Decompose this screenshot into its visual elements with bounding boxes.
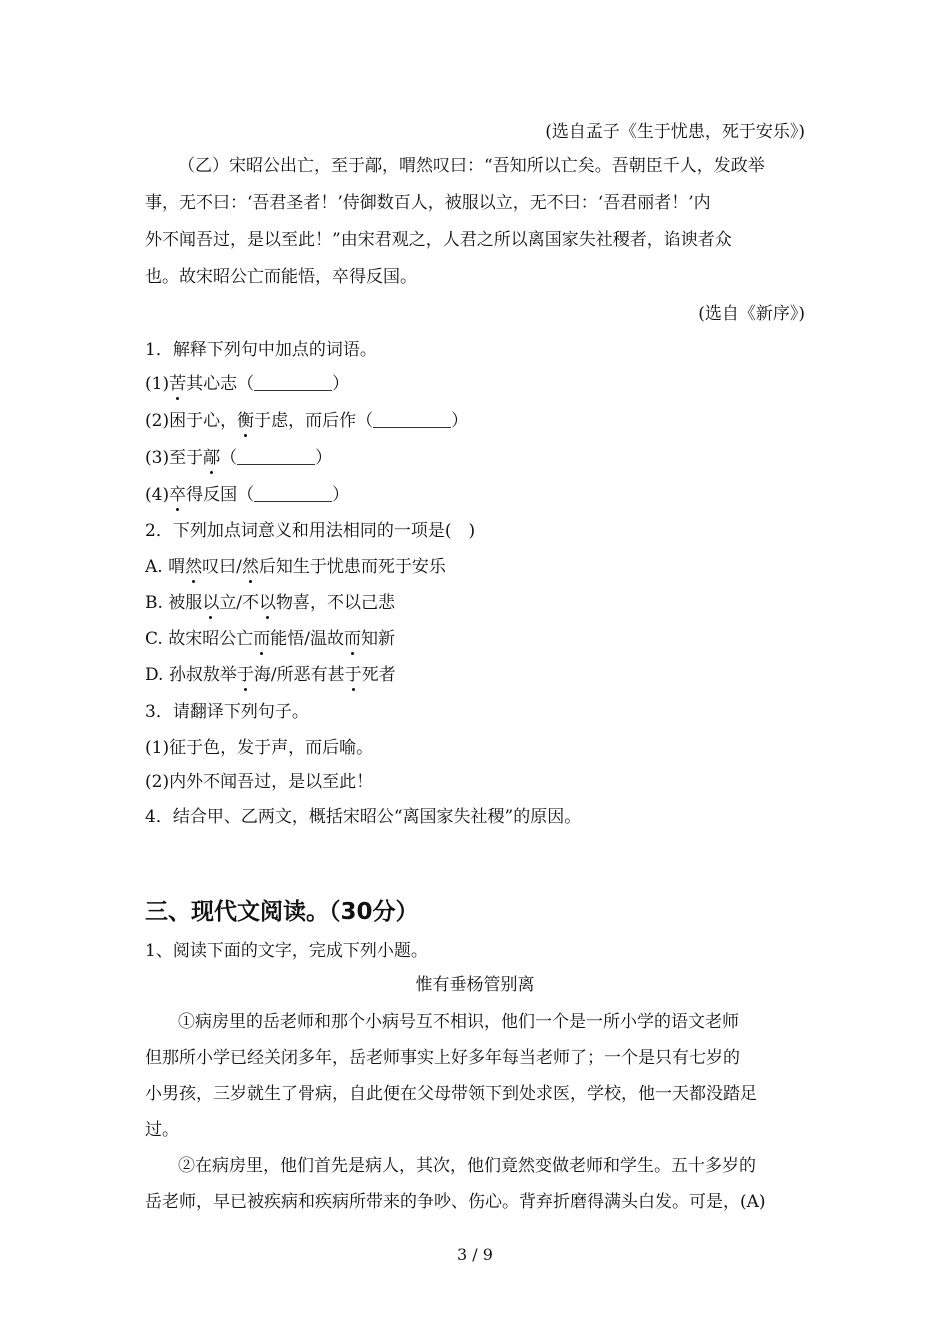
q3-stem: 3．请翻译下列句子。 — [145, 702, 309, 722]
q2-option-c: C. 故宋昭公亡而能悟/温故而知新 — [145, 629, 395, 649]
paragraph-1-line-1: ①病房里的岳老师和那个小病号互不相识，他们一个是一所小学的语文老师 — [178, 1012, 739, 1032]
q2-option-b: B. 被服以立/不以物喜，不以己悲 — [145, 593, 396, 613]
q4-stem: 4．结合甲、乙两文，概括宋昭公“离国家失社稷”的原因。 — [145, 807, 582, 827]
paragraph-1-line-2: 但那所小学已经关闭多年，岳老师事实上好多年每当老师了；一个是只有七岁的 — [145, 1048, 740, 1068]
section-3-heading: 三、现代文阅读。（30分） — [145, 899, 419, 925]
q3-sentence-1: (1)征于色，发于声，而后喻。 — [145, 738, 374, 758]
q1-item-1: (1)苦其心志（ ） — [145, 374, 350, 394]
answer-blank[interactable] — [373, 411, 451, 428]
passage-yi-line-1: （乙）宋昭公出亡，至于鄗，喟然叹曰：“吾知所以亡矣。吾朝臣千人，发政举 — [178, 156, 765, 176]
dotted-word: 以 — [259, 593, 277, 613]
answer-blank[interactable] — [254, 374, 332, 391]
paragraph-2-line-2: 岳老师，早已被疾病和疾病所带来的争吵、伤心。背弃折磨得满头白发。可是，(A) — [145, 1192, 766, 1212]
dotted-word: 然 — [185, 557, 203, 577]
q2-option-a: A. 喟然叹曰/然后知生于忧患而死于安乐 — [145, 557, 446, 577]
paragraph-2-line-1: ②在病房里，他们首先是病人，其次，他们竟然变做老师和学生。五十多岁的 — [178, 1156, 756, 1176]
source-yi: (选自《新序》) — [698, 304, 805, 324]
source-jia: (选自孟子《生于忧患，死于安乐》) — [545, 122, 805, 142]
q2-stem: 2．下列加点词意义和用法相同的一项是( ) — [145, 521, 476, 541]
q1-item-4: (4)卒得反国（ ） — [145, 485, 350, 505]
passage-yi-line-3: 外不闻吾过，是以至此！”由宋君观之，人君之所以离国家失社稷者，谄谀者众 — [145, 230, 732, 250]
dotted-word: 苦 — [169, 374, 187, 394]
dotted-word: 于 — [236, 665, 254, 685]
dotted-word: 以 — [202, 593, 220, 613]
dotted-word: 而 — [253, 629, 271, 649]
dotted-word: 鄗 — [203, 448, 221, 468]
q1-item-2: (2)困于心，衡于虑，而后作（ ） — [145, 411, 469, 431]
dotted-word: 衡 — [237, 411, 255, 431]
answer-blank[interactable] — [254, 485, 332, 502]
paragraph-1-line-4: 过。 — [145, 1120, 179, 1140]
paragraph-1-line-3: 小男孩，三岁就生了骨病，自此便在父母带领下到处求医，学校，他一天都没踏足 — [145, 1084, 757, 1104]
answer-blank[interactable] — [237, 448, 315, 465]
passage-yi-line-4: 也。故宋昭公亡而能悟，卒得反国。 — [145, 267, 417, 287]
section-3-instruction: 1、阅读下面的文字，完成下列小题。 — [145, 941, 428, 961]
page-number: 3 / 9 — [457, 1245, 493, 1264]
article-title: 惟有垂杨管别离 — [415, 975, 535, 995]
q1-stem: 1．解释下列句中加点的词语。 — [145, 340, 377, 360]
dotted-word: 而 — [343, 629, 361, 649]
dotted-word: 然 — [241, 557, 259, 577]
q2-option-d: D. 孙叔敖举于海/所恶有甚于死者 — [145, 665, 396, 685]
passage-yi-line-2: 事，无不曰：‘吾君圣者！’侍御数百人，被服以立，无不曰：‘吾君丽者！’内 — [145, 193, 711, 213]
q1-item-3: (3)至于鄗（ ） — [145, 448, 333, 468]
dotted-word: 于 — [344, 665, 362, 685]
q3-sentence-2: (2)内外不闻吾过，是以至此！ — [145, 772, 374, 792]
dotted-word: 卒 — [169, 485, 187, 505]
